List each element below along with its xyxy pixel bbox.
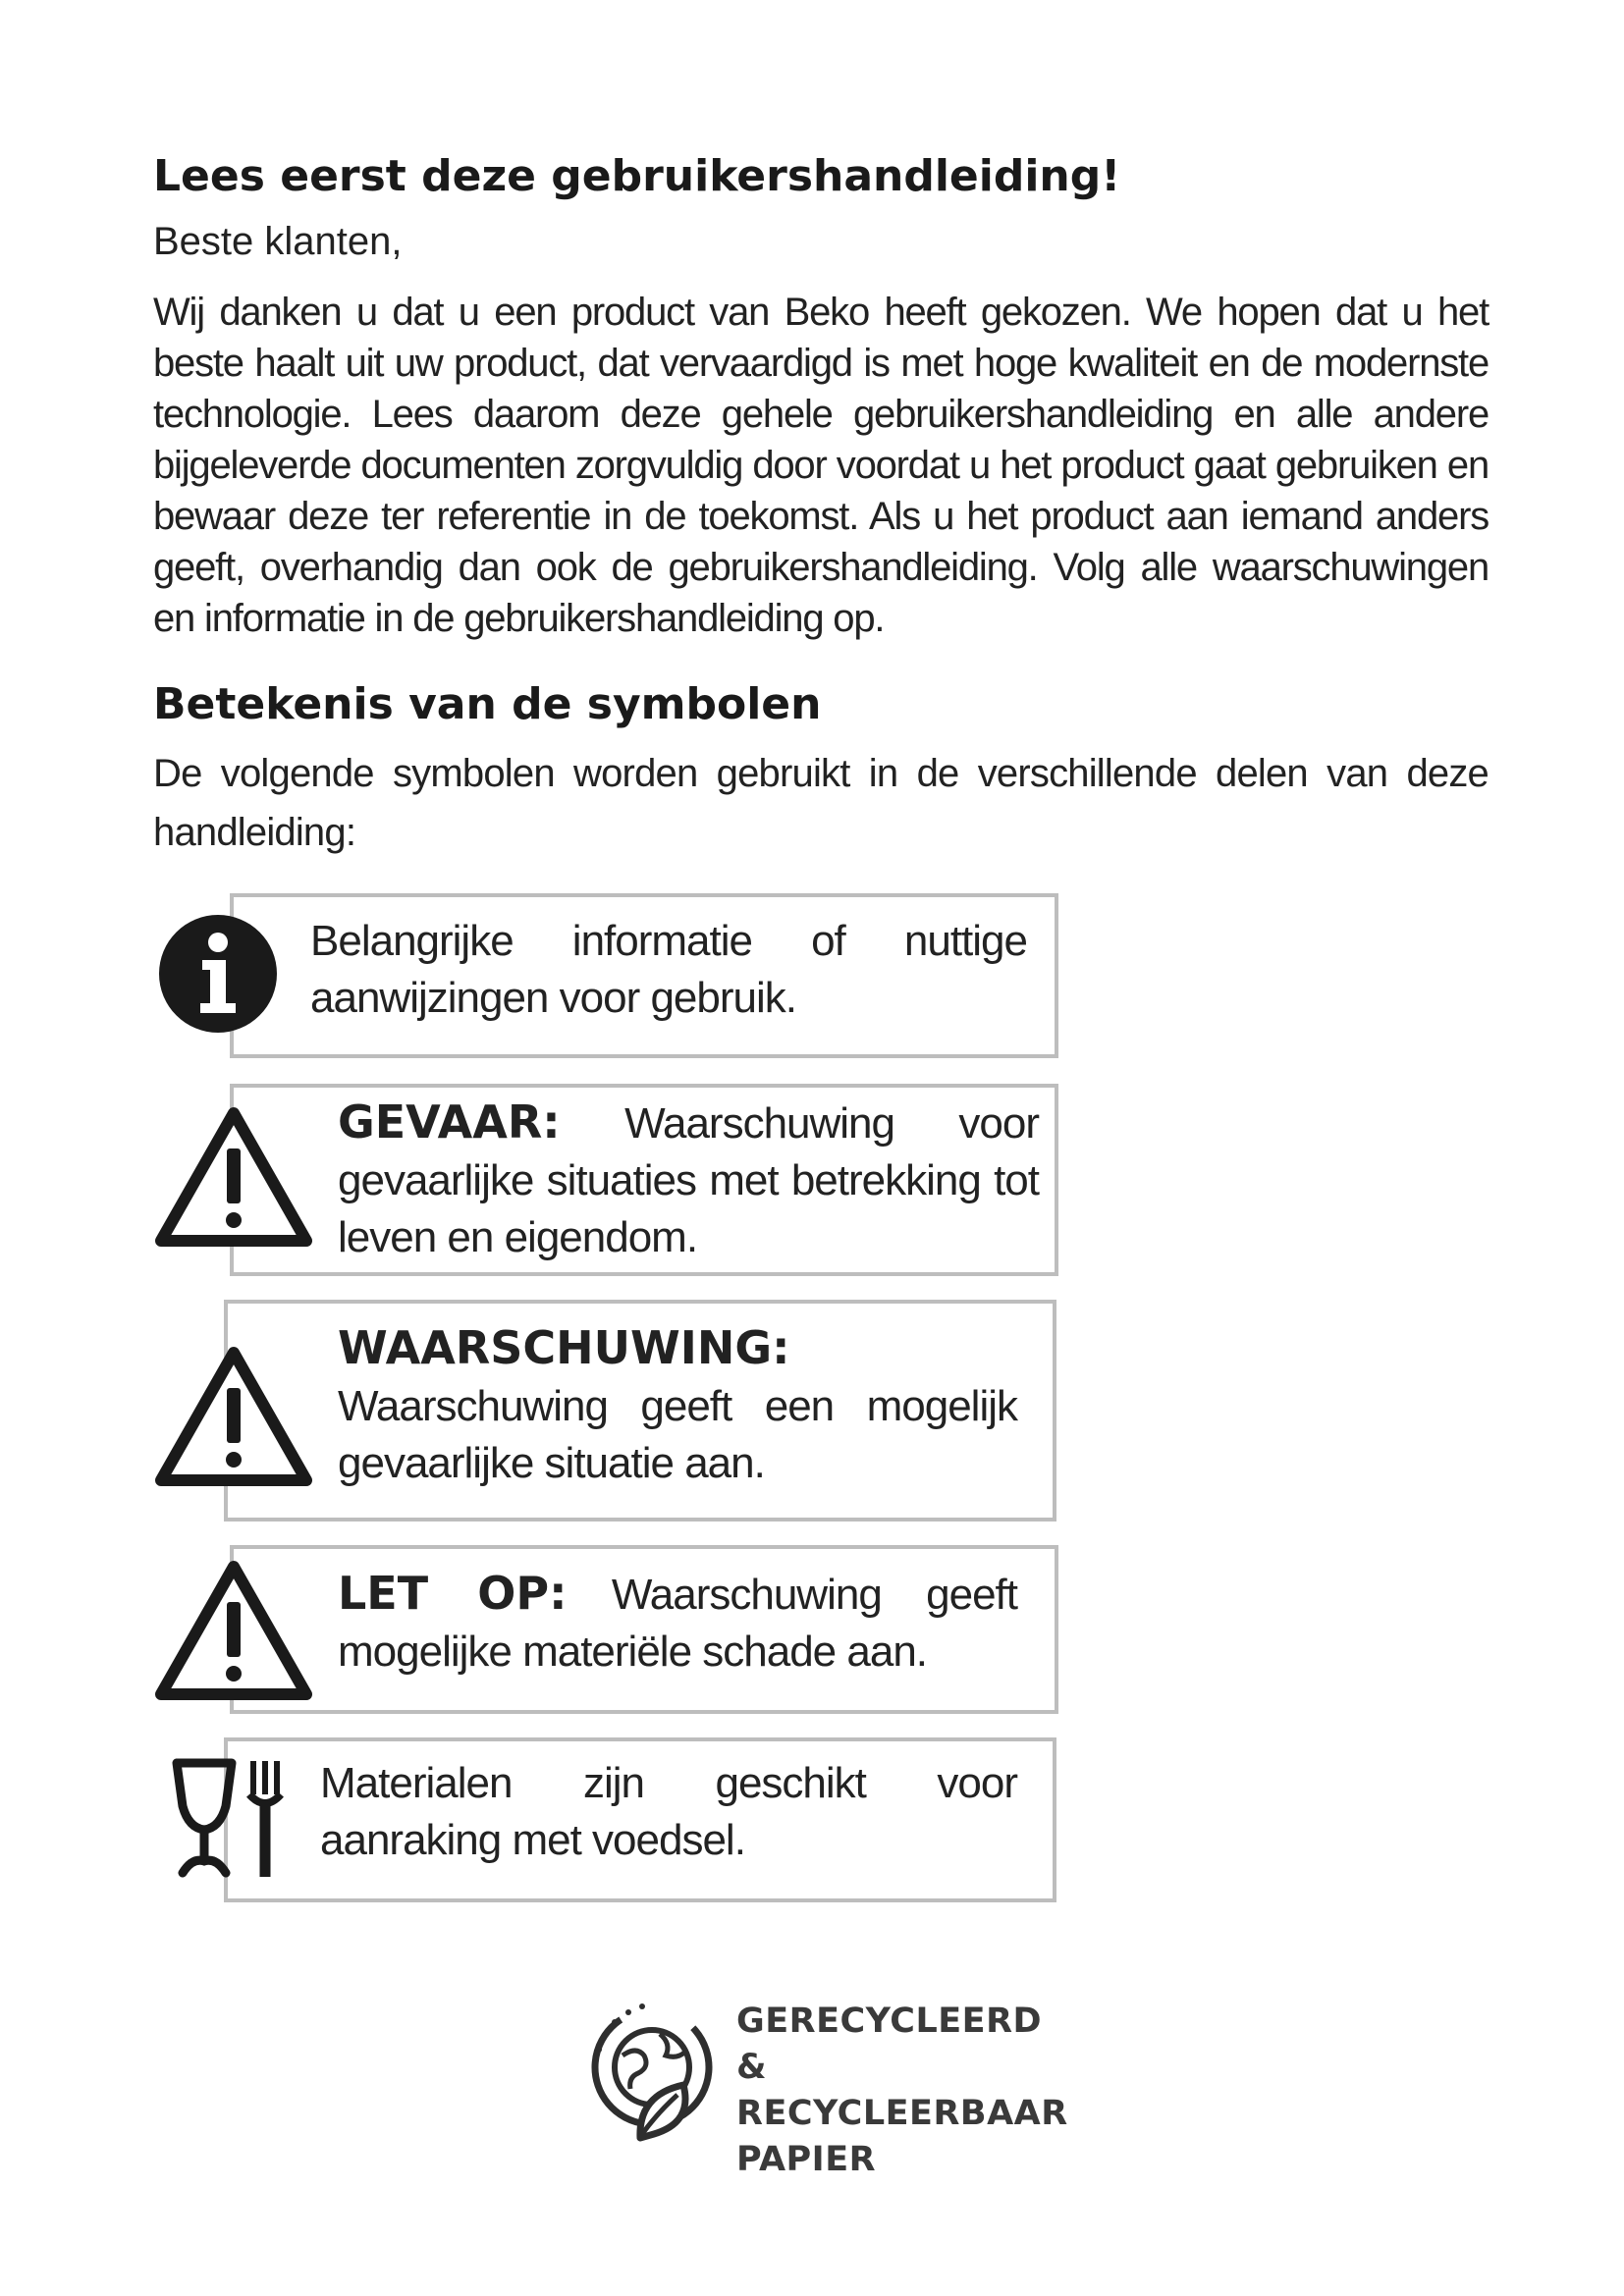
symbol-warning-text-wrap bbox=[338, 1319, 1017, 1492]
symbol-info-row bbox=[153, 893, 1066, 1060]
page-title: Lees eerst deze gebruikershandleiding! bbox=[153, 151, 1121, 201]
warning-triangle-icon bbox=[153, 1559, 314, 1702]
info-icon bbox=[157, 913, 279, 1035]
glass-fork-icon bbox=[171, 1755, 298, 1883]
symbol-warning-row bbox=[153, 1300, 1066, 1522]
recycle-line-2: RECYCLEERBAAR bbox=[736, 2094, 1068, 2133]
symbols-lead: De volgende symbolen worden gebruikt in de verschillende delen van deze handleiding: bbox=[153, 752, 1489, 854]
document-page bbox=[153, 147, 1489, 862]
symbol-danger-row bbox=[153, 1084, 1066, 1276]
symbol-food-text: Materialen zijn geschikt voor aanraking met voedsel. bbox=[320, 1759, 1017, 1864]
warning-triangle-icon bbox=[153, 1105, 314, 1249]
symbol-food-row bbox=[153, 1737, 1066, 1904]
symbol-danger-text-wrap bbox=[338, 1094, 1039, 1266]
symbol-danger-label: GEVAAR: bbox=[338, 1095, 561, 1148]
symbol-caution-text-wrap bbox=[338, 1565, 1017, 1681]
recycle-line-3: PAPIER bbox=[736, 2140, 877, 2179]
warning-triangle-icon bbox=[153, 1345, 314, 1488]
recycled-paper-badge bbox=[581, 1991, 1072, 2179]
recycle-text bbox=[736, 1999, 1072, 2183]
symbol-info-text: Belangrijke informatie of nuttige aanwijzingen voor gebruik. bbox=[310, 917, 1027, 1022]
recycle-line-1: GERECYCLEERD & bbox=[736, 2002, 1043, 2087]
symbol-danger-text: Waarschuwing voor gevaarlijke situaties met betrekking tot leven en eigendom. bbox=[338, 1099, 1039, 1261]
symbol-warning-label: WAARSCHUWING: bbox=[338, 1321, 790, 1374]
intro-paragraph: Wij danken u dat u een product van Beko heeft gekozen. We hopen dat u het beste haalt uit uw product, dat vervaardigd is met hoge kwaliteit en de modernste technologie. Lees daarom deze gehele gebruikershandleiding en alle andere bijgeleverde documenten zorgvuldig door voordat u het product gaat gebruiken en bewaar deze ter referentie in de toekomst. Als u het product aan iemand anders geeft, overhandig dan ook de gebruikershandleiding. Volg alle waarschuwingen en informatie in de gebruikershandleiding op. bbox=[153, 291, 1489, 640]
symbol-caution-label: LET OP: bbox=[338, 1567, 568, 1620]
symbol-warning-text: Waarschuwing geeft een mogelijk gevaarlijke situatie aan. bbox=[338, 1382, 1017, 1487]
salutation: Beste klanten, bbox=[153, 220, 403, 263]
symbols-list bbox=[153, 893, 1066, 1928]
symbol-caution-row bbox=[153, 1545, 1066, 1714]
recycled-paper-globe-icon bbox=[581, 1991, 729, 2148]
symbols-heading: Betekenis van de symbolen bbox=[153, 679, 822, 729]
symbol-caution-text: Waarschuwing geeft mogelijke materiële schade aan. bbox=[338, 1571, 1018, 1676]
